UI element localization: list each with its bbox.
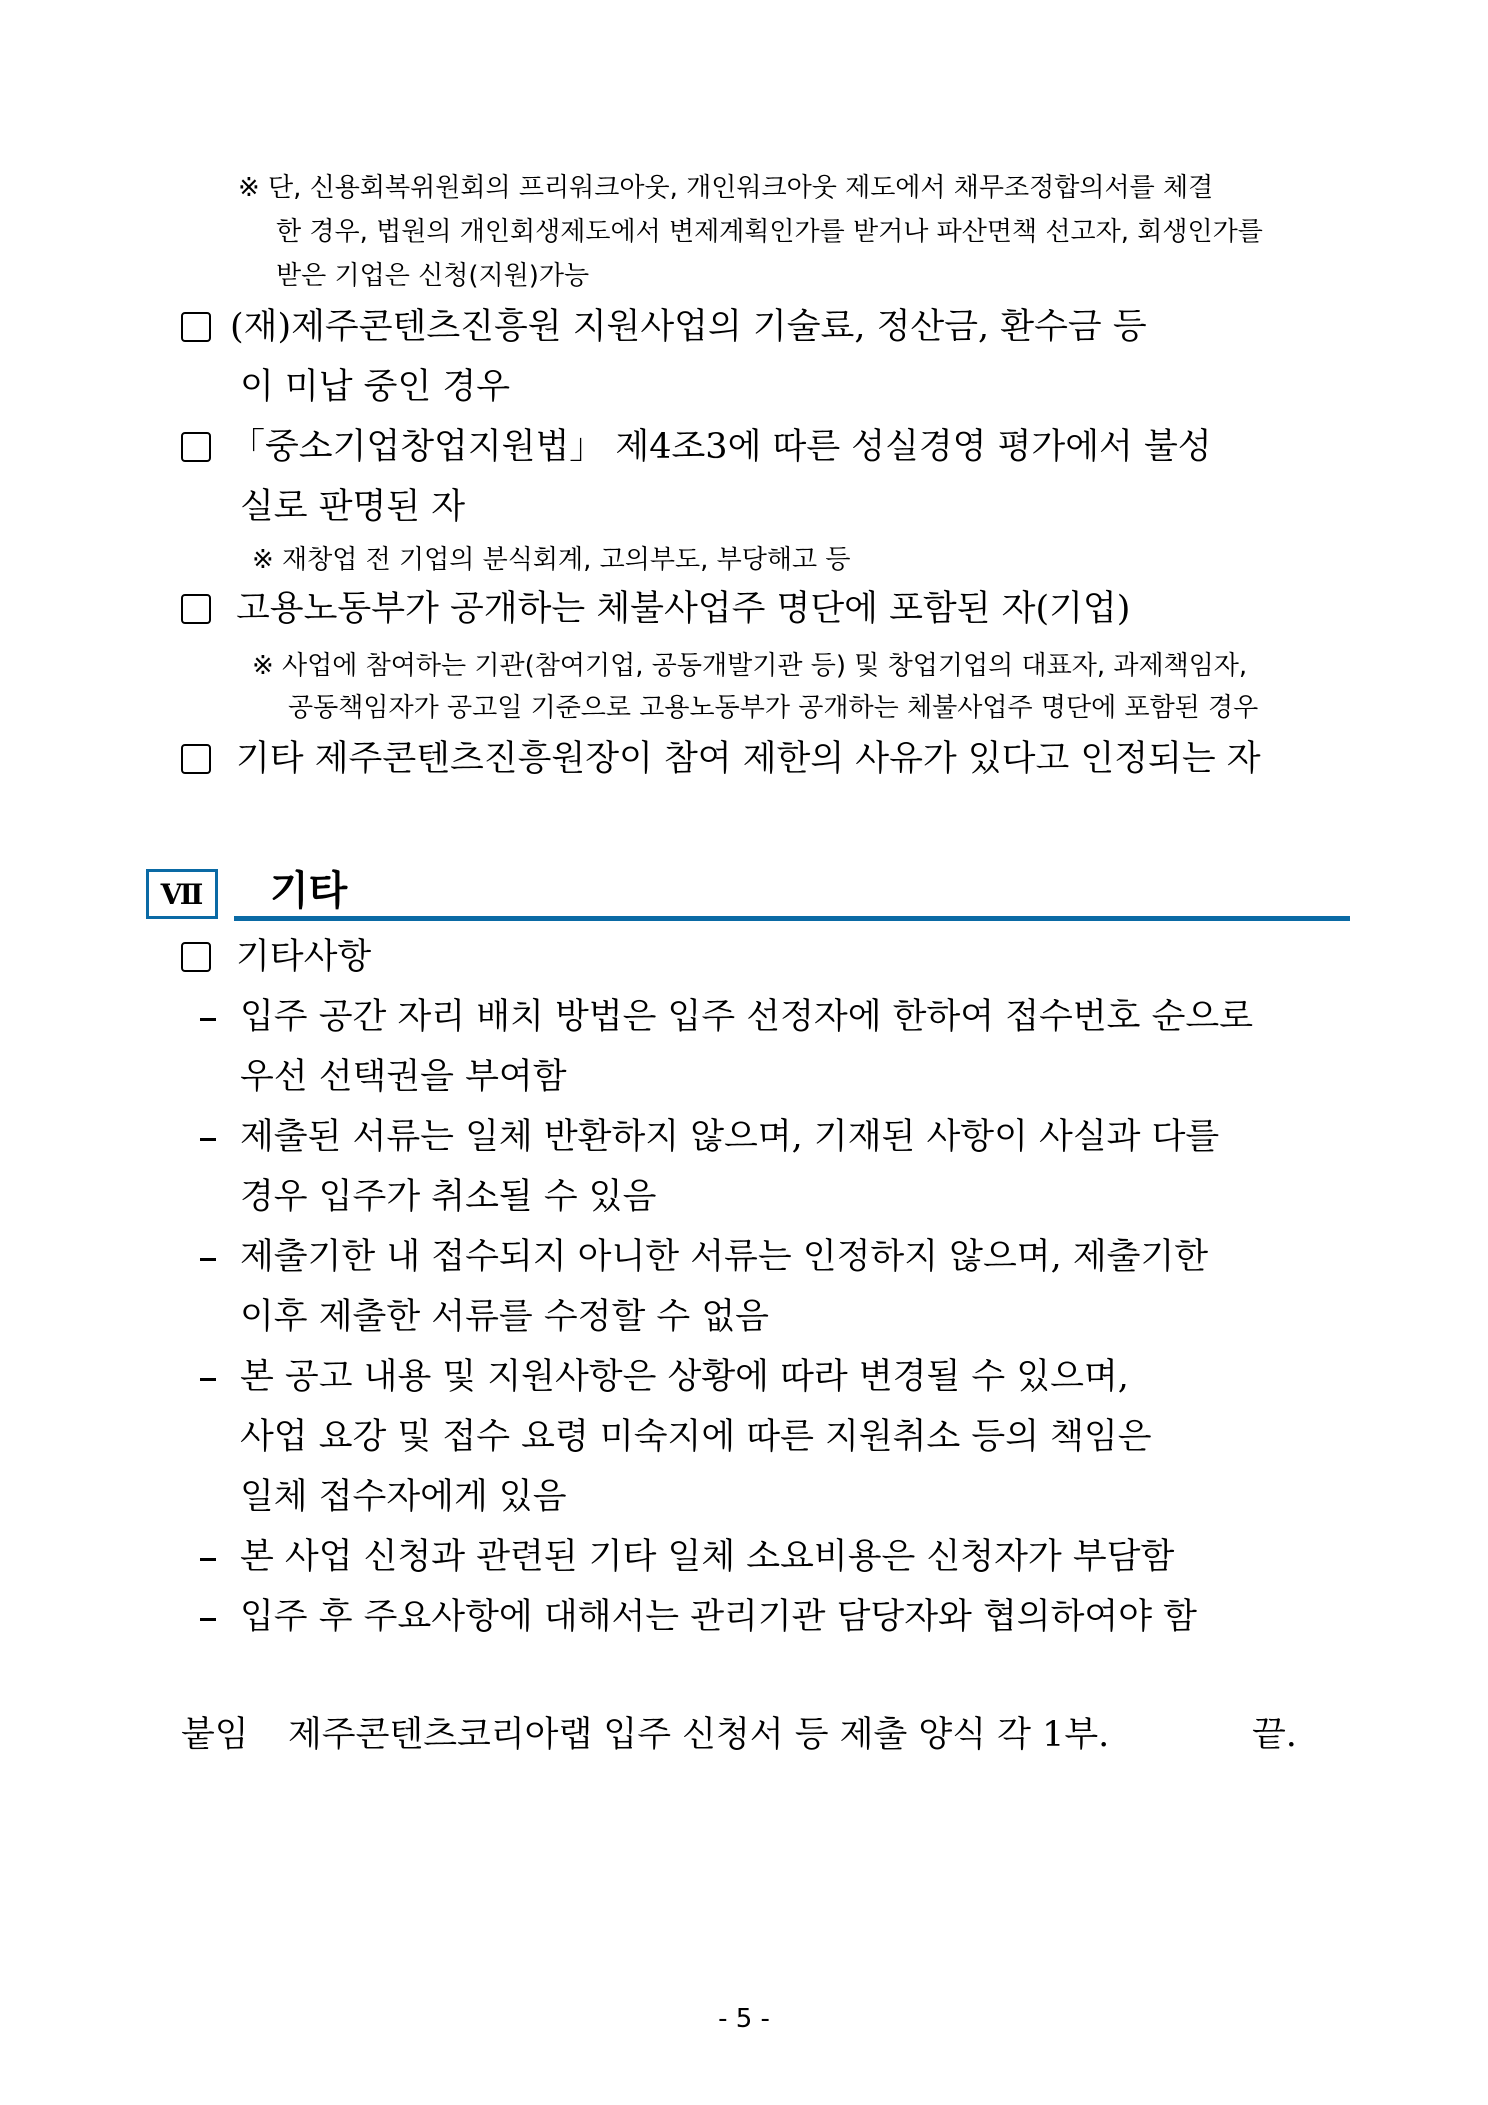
note-credit-line3: 받은 기업은 신청(지원)가능 [276, 261, 590, 291]
attachment-end: 끝. [1252, 1715, 1297, 1755]
note-credit-line1: ※ 단, 신용회복위원회의 프리워크아웃, 개인워크아웃 제도에서 채무조정합의서를 체결 [238, 173, 1214, 203]
checkbox-icon [181, 594, 211, 624]
bullet-dash [200, 1258, 216, 1261]
note-wage-line2: 공동책임자가 공고일 기준으로 고용노동부가 공개하는 체불사업주 명단에 포함된 경우 [288, 693, 1259, 723]
checkbox-icon [181, 312, 211, 342]
page-number: - 5 - [718, 2004, 770, 2034]
restriction-1-line1: (재)제주콘텐츠진흥원 지원사업의 기술료, 정산금, 환수금 등 [230, 307, 1147, 347]
note-credit-line2: 한 경우, 법원의 개인회생제도에서 변제계획인가를 받거나 파산면책 선고자, 회생인가를 [276, 217, 1263, 247]
item-3-line2: 이후 제출한 서류를 수정할 수 없음 [240, 1297, 769, 1337]
restriction-4-line1: 기타 제주콘텐츠진흥원장이 참여 제한의 사유가 있다고 인정되는 자 [236, 739, 1261, 779]
restriction-2-line2: 실로 판명된 자 [240, 487, 466, 527]
bullet-dash [200, 1618, 216, 1621]
section-divider [234, 916, 1350, 921]
section-number-box [146, 869, 218, 919]
restriction-1-line2: 이 미납 중인 경우 [240, 367, 511, 407]
item-4-line2: 사업 요강 및 접수 요령 미숙지에 따른 지원취소 등의 책임은 [240, 1417, 1152, 1457]
bullet-dash [200, 1138, 216, 1141]
bullet-dash [200, 1018, 216, 1021]
attachment-text: 제주콘텐츠코리아랩 입주 신청서 등 제출 양식 각 1부. [288, 1715, 1110, 1755]
bullet-dash [200, 1558, 216, 1561]
item-6-line1: 입주 후 주요사항에 대해서는 관리기관 담당자와 협의하여야 함 [240, 1597, 1197, 1637]
item-2-line2: 경우 입주가 취소될 수 있음 [240, 1177, 657, 1217]
item-4-line1: 본 공고 내용 및 지원사항은 상황에 따라 변경될 수 있으며, [240, 1357, 1129, 1397]
checkbox-icon [181, 942, 211, 972]
item-1-line2: 우선 선택권을 부여함 [240, 1057, 567, 1097]
checkbox-icon [181, 744, 211, 774]
section-title: 기타 [270, 868, 348, 914]
attachment-label: 붙임 [181, 1715, 249, 1755]
note-reorg: ※ 재창업 전 기업의 분식회계, 고의부도, 부당해고 등 [252, 545, 851, 575]
section-subheading: 기타사항 [236, 937, 372, 977]
bullet-dash [200, 1378, 216, 1381]
checkbox-icon [181, 432, 211, 462]
item-3-line1: 제출기한 내 접수되지 아니한 서류는 인정하지 않으며, 제출기한 [240, 1237, 1209, 1277]
item-2-line1: 제출된 서류는 일체 반환하지 않으며, 기재된 사항이 사실과 다를 [240, 1117, 1220, 1157]
restriction-2-line1: 「중소기업창업지원법」 제4조3에 따른 성실경영 평가에서 불성 [230, 427, 1212, 467]
item-5-line1: 본 사업 신청과 관련된 기타 일체 소요비용은 신청자가 부담함 [240, 1537, 1175, 1577]
note-wage-line1: ※ 사업에 참여하는 기관(참여기업, 공동개발기관 등) 및 창업기업의 대표자, 과제책임자, [252, 651, 1248, 681]
item-1-line1: 입주 공간 자리 배치 방법은 입주 선정자에 한하여 접수번호 순으로 [240, 997, 1254, 1037]
section-number: Ⅶ [160, 877, 204, 911]
item-4-line3: 일체 접수자에게 있음 [240, 1477, 567, 1517]
restriction-3-line1: 고용노동부가 공개하는 체불사업주 명단에 포함된 자(기업) [236, 589, 1131, 629]
